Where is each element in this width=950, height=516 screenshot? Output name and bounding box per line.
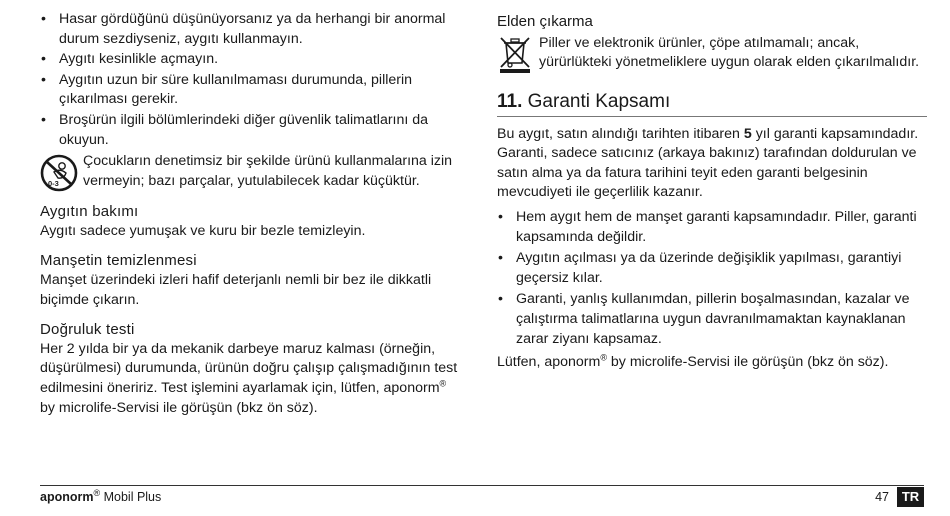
service-note-start: Lütfen, aponorm — [497, 354, 601, 371]
registered-mark: ® — [93, 487, 101, 498]
registered-mark: ® — [439, 378, 447, 389]
care-text: Aygıtı sadece yumuşak ve kuru bir bezle temizleyin. — [40, 222, 366, 239]
list-item: • Aygıtın açılması ya da üzerinde değişiklik yapılması, garantiyi geçersiz kılar. — [497, 249, 927, 288]
cuff-title: Manşetin temizlenmesi — [40, 252, 197, 270]
safety-list — [40, 10, 465, 150]
accuracy-text — [40, 340, 465, 418]
footer-brand — [40, 487, 162, 504]
crossed-out-bin-icon — [497, 34, 533, 74]
age-badge: 0-3 — [48, 179, 59, 189]
accuracy-text-main: Her 2 yılda bir ya da mekanik darbeye maruz kalması (örneğin, düşürülmesi) durumunda, ürünün doğru çalışıp çalışmadığının test edilmesini öneririz. Test işlemini ayarlamak için, lütfen, aponorm — [40, 340, 458, 396]
care-title: Aygıtın bakımı — [40, 203, 139, 221]
service-note — [497, 353, 927, 373]
cuff-text: Manşet üzerindeki izleri hafif deterjanlı nemli bir bez ile dikkatli biçimde çıkarın. — [40, 271, 432, 308]
right-column — [497, 10, 927, 373]
no-children-under-3-icon — [40, 154, 78, 192]
warranty-text-end: yıl garanti kapsamındadır. Garanti, sadece satıcınız (arkaya bakınız) tarafından doldurulan ve satın alma ya da fatura tarihini teyit eden garanti belgesinin mevcudiyeti ile geçerlilik kazanır. — [497, 125, 919, 201]
warranty-list — [497, 208, 927, 349]
list-item: • Hem aygıt hem de manşet garanti kapsamındadır. Piller, garanti kapsamında değildir. — [497, 208, 927, 247]
disposal-block — [497, 34, 927, 74]
list-item: • Aygıtı kesinlikle açmayın. — [40, 50, 465, 70]
service-note-end: by microlife-Servisi ile görüşün (bkz ön söz). — [606, 354, 889, 371]
registered-mark: ® — [600, 352, 607, 363]
footer-divider — [40, 485, 924, 486]
warning-text: Çocukların denetimsiz bir şekilde ürünü kullanmalarına izin vermeyin; bazı parçalar, yutulabilecek kadar küçüktür. — [83, 153, 453, 189]
warranty-years: 5 — [743, 125, 752, 142]
language-badge: TR — [897, 487, 924, 507]
list-item: • Aygıtın uzun bir süre kullanılmaması durumunda, pillerin çıkarılması gerekir. — [40, 71, 465, 110]
page-number: 47 — [875, 490, 889, 504]
section-heading — [497, 90, 927, 117]
disposal-text: Piller ve elektronik ürünler, çöpe atılmamalı; ancak, yürürlükteki yönetmeliklere uygun olarak elden çıkarılmalıdır. — [539, 34, 920, 71]
child-warning — [40, 152, 465, 192]
list-item: • Hasar gördüğünü düşünüyorsanız ya da herhangi bir anormal durum sezdiyseniz, aygıtı kullanmayın. — [40, 10, 465, 49]
warranty-text-start: Bu aygıt, satın alındığı tarihten itibaren — [497, 125, 744, 142]
section-title: Garanti Kapsamı — [527, 90, 671, 112]
brand-name: aponorm — [40, 490, 94, 504]
accuracy-title: Doğruluk testi — [40, 321, 135, 339]
disposal-title: Elden çıkarma — [497, 13, 593, 30]
warranty-text — [497, 125, 927, 203]
accuracy-text-end: by microlife-Servisi ile görüşün (bkz ön söz). — [40, 399, 318, 416]
list-item: • Broşürün ilgili bölümlerindeki diğer güvenlik talimatlarını da okuyun. — [40, 111, 465, 150]
left-column — [40, 10, 465, 418]
list-item: • Garanti, yanlış kullanımdan, pillerin boşalmasından, kazalar ve çalıştırma talimatlarına uygun davranılmamaktan kaynaklanan zarar ziyanı kapsamaz. — [497, 290, 927, 349]
product-name: Mobil Plus — [100, 490, 162, 504]
section-number: 11. — [497, 90, 523, 112]
